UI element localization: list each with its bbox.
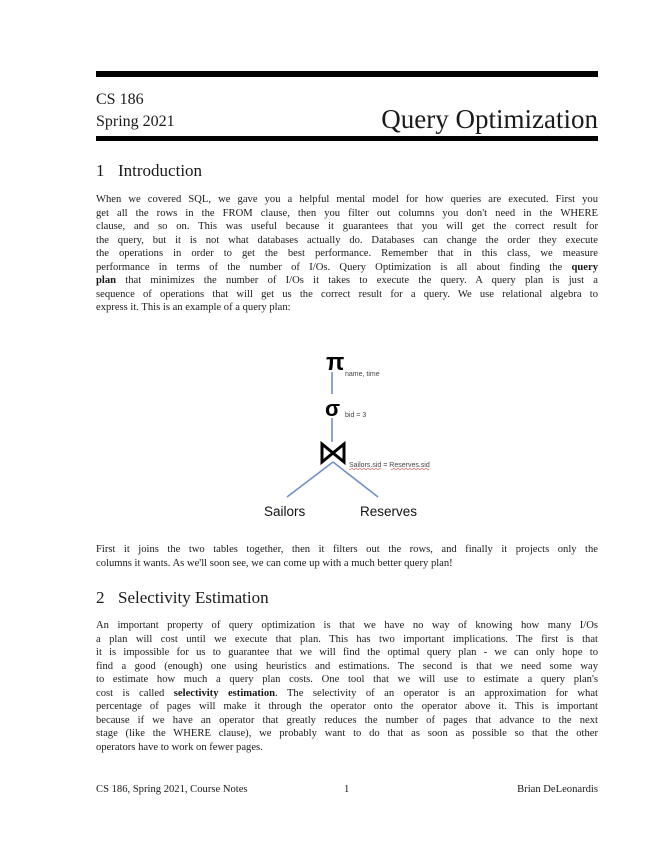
course-label: CS 186 — [96, 91, 144, 108]
text-segment: clause, and so on. This was useful because it guarantees that you will get the correct result for — [96, 221, 598, 233]
text-line — [96, 234, 598, 248]
join-label: Sailors.sid = Reserves.sid — [349, 462, 430, 469]
footer-course: CS 186, Spring 2021, Course Notes — [96, 784, 248, 795]
edge-join-sailors — [287, 462, 333, 497]
footer-author: Brian DeLeonardis — [517, 784, 598, 795]
text-line — [96, 700, 598, 714]
text-segment: First it joins the two tables together, then it filters out the rows, and finally it projects only the — [96, 544, 598, 555]
text-segment: cost is called — [96, 687, 174, 699]
text-line — [96, 220, 598, 234]
selection-label: bid = 3 — [345, 412, 367, 419]
text-line — [96, 714, 598, 728]
text-line — [96, 288, 598, 302]
text-segment: operators have to work on fewer pages. — [96, 741, 263, 753]
text-line — [96, 274, 598, 288]
text-line — [96, 301, 598, 315]
text-line — [96, 193, 598, 207]
text-segment: find a good (enough) one using heuristics and estimations. The second is that we need some way — [96, 660, 598, 672]
text-segment: express it. This is an example of a query plan: — [96, 302, 291, 314]
bold-term: selectivity estimation — [173, 687, 276, 699]
section-title: Introduction — [118, 161, 203, 180]
text-line — [96, 741, 598, 755]
text-line — [96, 247, 598, 261]
page-title: Query Optimization — [381, 104, 598, 134]
text-line — [96, 727, 598, 741]
top-rule — [96, 71, 598, 77]
text-line — [96, 660, 598, 674]
page-number: 1 — [344, 784, 350, 795]
text-segment: because if we have an operator that greatly reduces the number of pages that advance to the next — [96, 714, 598, 726]
intro-paragraph — [96, 193, 598, 315]
selectivity-paragraph — [96, 619, 598, 754]
text-segment: the operations in order to get the best performance. Remember that in this class, we measure — [96, 248, 598, 260]
text-segment: . The selectivity of an operator is an approximation for what — [275, 687, 598, 699]
text-segment: An important property of query optimization is that we have no way of knowing how many I/Os — [96, 620, 598, 631]
join-icon — [322, 444, 344, 462]
text-segment: performance in terms of the number of I/Os. Query Optimization is all about finding the — [96, 261, 572, 273]
text-segment: that minimizes the number of I/Os it takes to execute the query. A query plan is just a — [116, 275, 598, 287]
text-line — [96, 619, 598, 633]
projection-label: name, time — [345, 371, 380, 378]
selection-symbol: σ — [325, 396, 341, 421]
text-line — [96, 557, 598, 571]
text-segment: it is impossible for us to guarantee that we will find the optimal query plan - we can only hope to — [96, 647, 598, 659]
text-segment: a plan will cost until we execute that plan. This has two important implications. The first is that — [96, 633, 598, 645]
header-bottom-rule — [96, 136, 598, 141]
text-segment: columns it wants. As we'll soon see, we can come up with a much better query plan! — [96, 557, 453, 569]
table-sailors: Sailors — [264, 504, 306, 519]
text-line — [96, 646, 598, 660]
text-segment: percentage of pages will make it through the operator onto the operator above it. This is important — [96, 701, 598, 713]
text-segment: stage (like the WHERE clause), we probably want to do that as soon as possible so that the other — [96, 728, 598, 740]
section-title: Selectivity Estimation — [118, 588, 269, 607]
text-segment: get all the rows in the FROM clause, then you filter out columns you don't need in the WHERE — [96, 207, 598, 219]
section-number: 2 — [96, 588, 105, 607]
text-segment: the query, but it is not what databases actually do. Databases can change the order they execute — [96, 234, 598, 246]
text-line — [96, 687, 598, 701]
text-line — [96, 543, 598, 557]
text-line — [96, 261, 598, 275]
bold-term: query — [571, 261, 598, 273]
section-heading-introduction — [96, 161, 202, 181]
query-plan-diagram — [250, 340, 470, 530]
table-reserves: Reserves — [360, 504, 418, 519]
term-label: Spring 2021 — [96, 113, 175, 130]
text-line — [96, 207, 598, 221]
plan-explanation-paragraph — [96, 543, 598, 570]
text-line — [96, 673, 598, 687]
bold-term: plan — [96, 275, 117, 287]
text-segment: to estimate how much a query plan costs. One tool that we will use to estimate a query plan's — [96, 674, 598, 686]
projection-symbol: π — [326, 349, 345, 376]
section-heading-selectivity-estimation — [96, 588, 269, 608]
section-number: 1 — [96, 161, 105, 180]
text-segment: sequence of operations that will get us the correct result for a query. We use relational algebra to — [96, 288, 598, 300]
text-segment: When we covered SQL, we gave you a helpful mental model for how queries are executed. First you — [96, 194, 598, 205]
text-line — [96, 633, 598, 647]
